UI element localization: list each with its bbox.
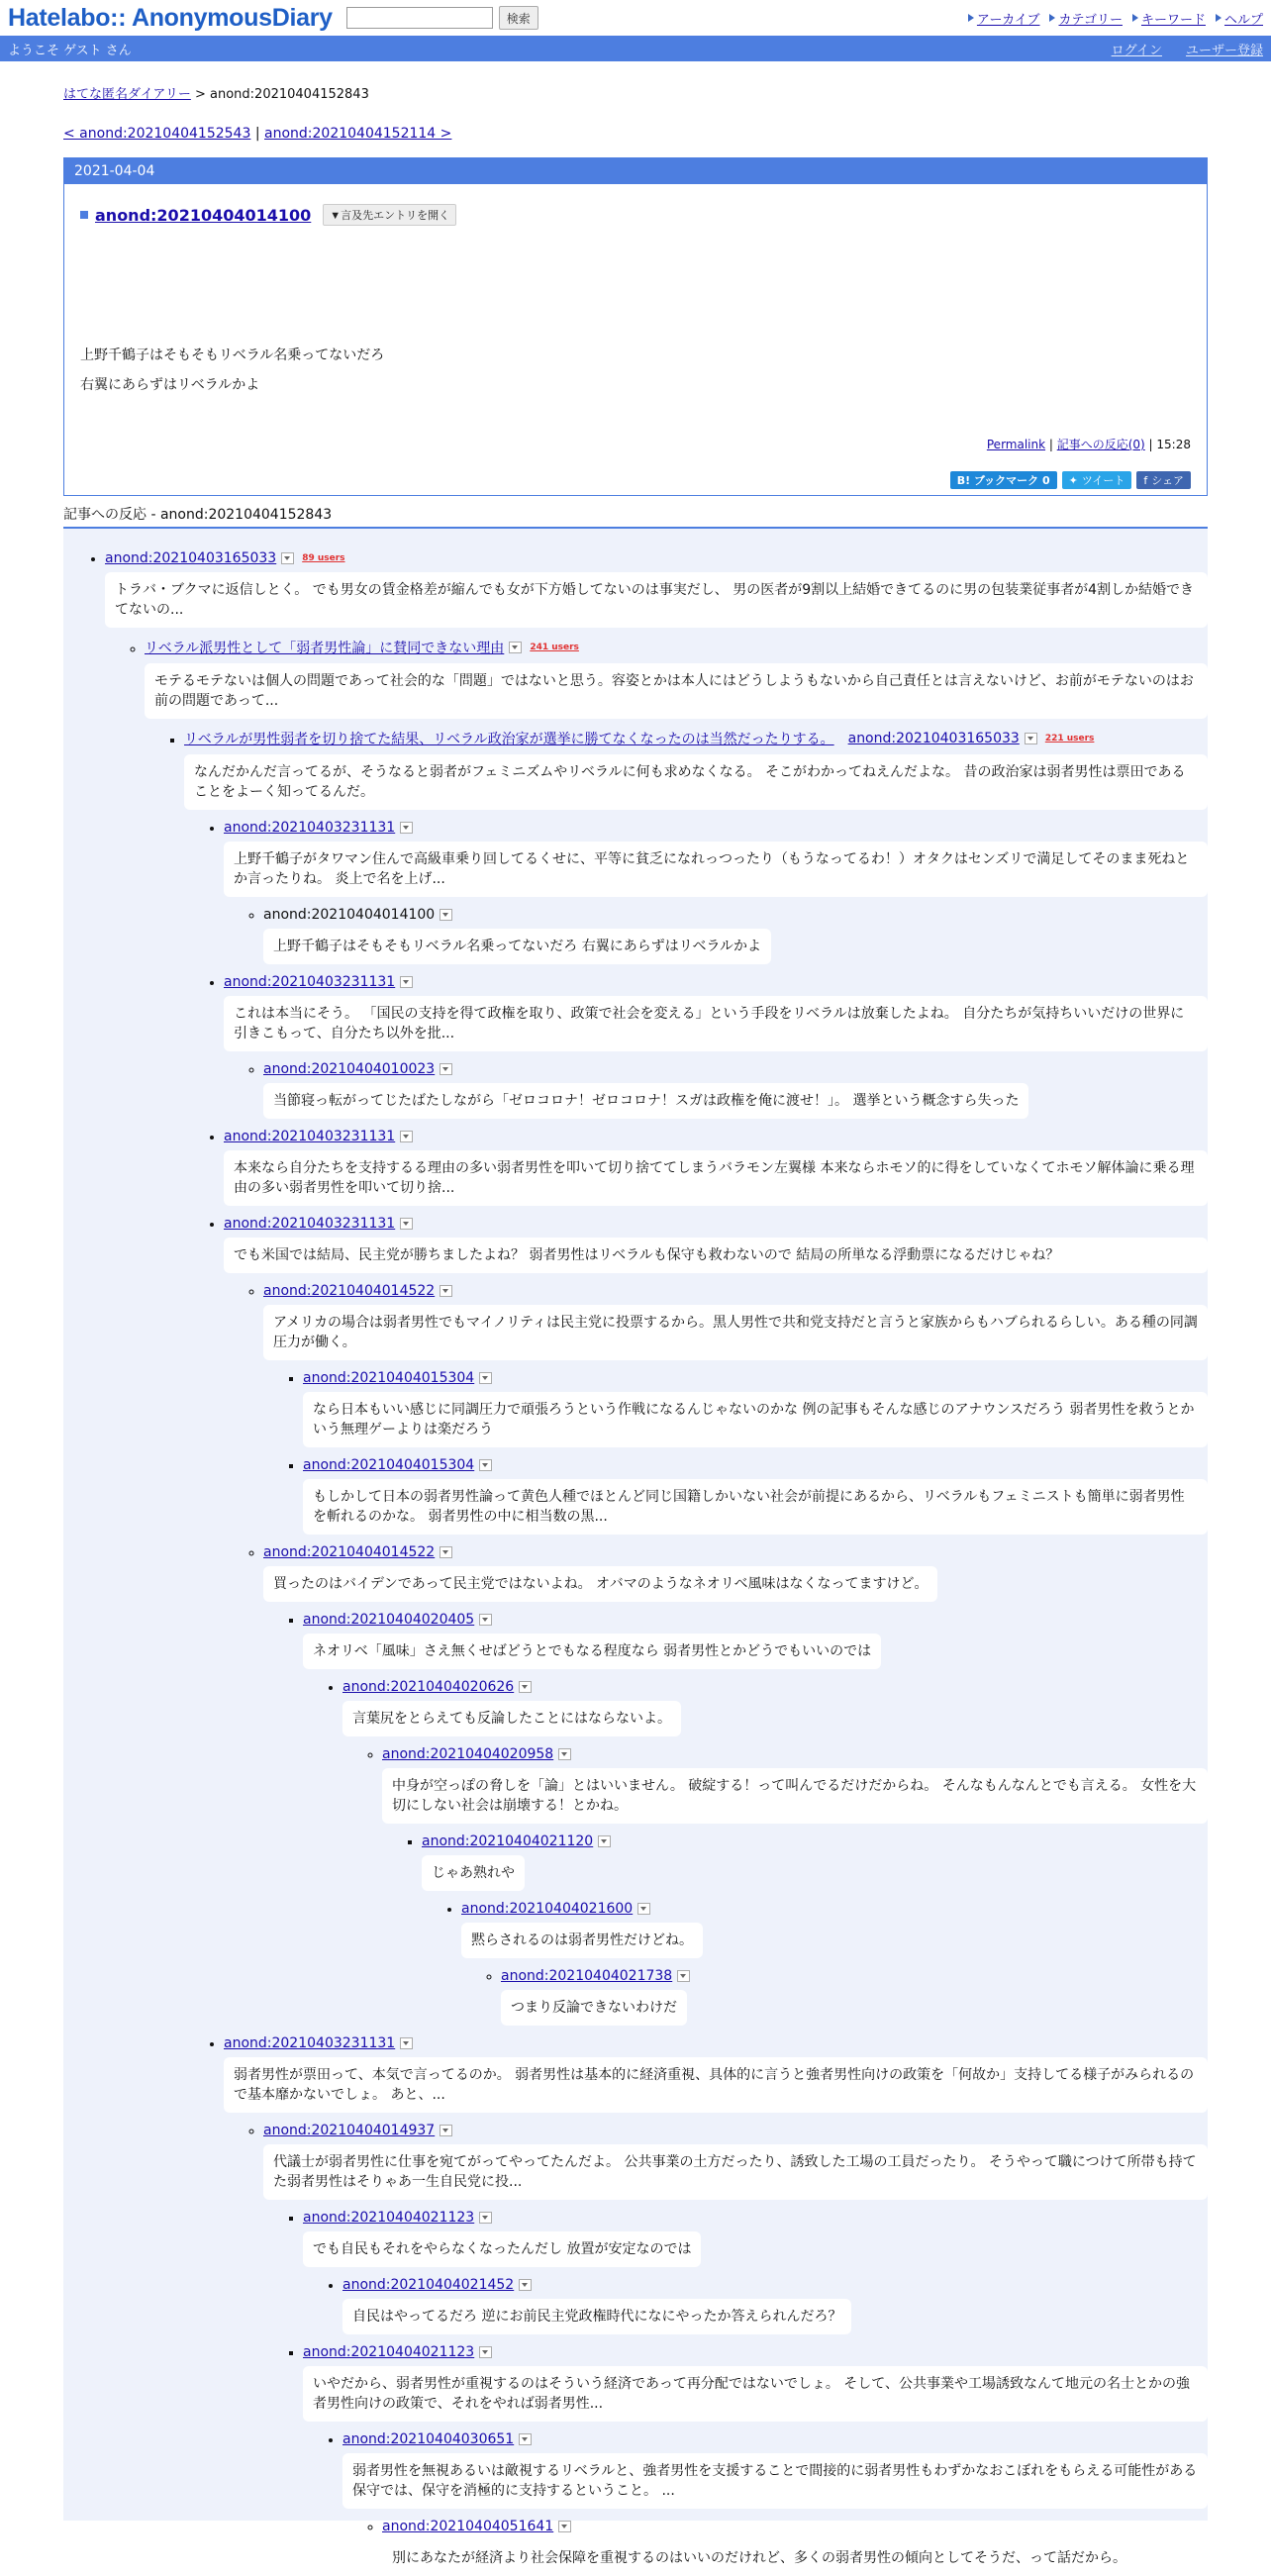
chevron-down-icon[interactable] (1025, 733, 1037, 744)
reaction-item (263, 1283, 1208, 1535)
nav-category[interactable]: カテゴリー (1049, 9, 1122, 28)
entry-title-row (80, 204, 1191, 226)
reaction-head (184, 729, 1208, 748)
reaction-list (263, 1612, 1208, 2026)
reaction-item (303, 2344, 1208, 2576)
reaction-body: 自民はやってるだろ 逆にお前民主党政権時代になにやったか答えられんだろ？ (342, 2299, 851, 2334)
chevron-down-icon[interactable] (440, 1546, 452, 1558)
next-entry-link[interactable]: anond:20210404152114 > (264, 126, 452, 142)
reaction-list (145, 729, 1208, 2576)
reaction-item (145, 638, 1208, 2576)
reaction-body: 言葉尻をとらえても反論したことにはならないよ。 (342, 1701, 681, 1736)
reaction-body: 当節寝っ転がってじたばたしながら「ゼロコロナ！ゼロコロナ！スガは政権を俺に渡せ！」。 選挙という概念すら失った (263, 1083, 1028, 1119)
signup-link[interactable]: ユーザー登録 (1185, 43, 1263, 58)
header-bar (0, 0, 1271, 36)
reaction-list (303, 1679, 1208, 2026)
reaction-list (342, 1746, 1208, 2026)
reaction-title-link[interactable]: ◦ anond:20210404021738 (501, 1968, 673, 1984)
entry-body (64, 184, 1207, 495)
reaction-list (461, 1968, 1208, 2026)
reaction-body: 上野千鶴子はそもそもリベラル名乗ってないだろ 右翼にあらずはリベラルかよ (263, 929, 771, 964)
users-count-badge[interactable]: 221 users (1044, 734, 1095, 743)
main-content (63, 83, 1208, 2566)
reaction-item (184, 729, 1208, 2576)
facebook-share-button[interactable] (1136, 471, 1191, 489)
reaction-head (263, 1544, 1208, 1560)
reaction-item (303, 1457, 1208, 1535)
reaction-item (224, 1216, 1208, 2026)
reaction-item (303, 1612, 1208, 2026)
reaction-body: でも自民もそれをやらなくなったんだし 放置が安定なのでは (303, 2231, 701, 2267)
chevron-down-icon[interactable] (400, 822, 413, 834)
reaction-item (342, 2431, 1208, 2576)
reaction-list (224, 2123, 1208, 2576)
chevron-down-icon[interactable] (519, 1681, 532, 1693)
reaction-title-link[interactable]: ◦ anond:20210404010023 (263, 1061, 436, 1077)
reaction-body: トラバ・ブクマに返信しとく。 でも男女の賃金格差が縮んでも女が下方婚してないのは事実だし、 男の医者が9割以上結婚できてるのに男の包装業従事者が4割しか結婚できてないの... (105, 572, 1208, 628)
reaction-list (105, 638, 1208, 2576)
breadcrumb (63, 83, 1208, 102)
reaction-head (501, 1968, 1208, 1984)
chevron-down-icon[interactable] (598, 1835, 611, 1847)
reaction-item (422, 1833, 1208, 2026)
search-input[interactable] (346, 7, 493, 29)
reaction-body: 代議士が弱者男性に仕事を宛てがってやってたんだよ。 公共事業の土方だったり、誘致した工場の工員だったり。 そうやって職につけて所帯も持てた弱者男性はそりゃあ一生自民党に投... (263, 2144, 1208, 2200)
reaction-list (382, 1833, 1208, 2026)
chevron-down-icon[interactable] (558, 2521, 571, 2532)
reaction-title-link[interactable]: ▪ anond:20210404015304 (303, 1370, 475, 1386)
nav-keyword[interactable]: キーワード (1132, 9, 1206, 28)
reaction-tree (63, 529, 1208, 2566)
header-nav (968, 9, 1263, 28)
reaction-list (63, 550, 1208, 2576)
open-refs-button[interactable]: ▼言及先エントリを開く (323, 204, 456, 226)
reaction-body: 別にあなたが経済より社会保障を重視するのはいいのだけれど、多くの弱者男性の傾向としてそうだ、って話だから。 (382, 2540, 1136, 2576)
reaction-title-link[interactable]: • anond:20210403231131 (224, 1129, 396, 1144)
reaction-title-link[interactable]: ▪ anond:20210404020405 (303, 1612, 475, 1628)
reaction-head (224, 820, 1208, 836)
reaction-head (461, 1901, 1208, 1917)
welcome-text: ようこそ ゲスト さん (8, 43, 132, 58)
reaction-list (422, 1901, 1208, 2026)
reaction-body: 弱者男性が票田って、本気で言ってるのか。 弱者男性は基本的に経済重視、具体的に言うと強者男性向けの政策を「何故か」支持してる様子がみられるので基本靡かないでしょ。 あと、... (224, 2057, 1208, 2113)
reaction-head (145, 638, 1208, 657)
chevron-down-icon[interactable] (400, 976, 413, 988)
nav-archive[interactable]: アーカイブ (968, 9, 1040, 28)
chevron-down-icon[interactable] (479, 2346, 492, 2358)
reaction-list (303, 2431, 1208, 2576)
reaction-item (224, 974, 1208, 1119)
pager-separator: | (250, 126, 265, 142)
reaction-title-link[interactable]: ◦ anond:20210404051641 (382, 2519, 554, 2534)
reaction-title-link[interactable]: ▪ anond:20210404015304 (303, 1457, 475, 1473)
reaction-head (422, 1833, 1208, 1849)
account-links (1112, 40, 1263, 58)
reaction-list (184, 820, 1208, 2576)
entry-footer: Permalink | 記事への反応(0) | 15:28 (986, 438, 1191, 451)
reaction-head (224, 974, 1208, 990)
reaction-body: 本来なら自分たちを支持するる理由の多い弱者男性を叩いて切り捨ててしまうバラモン左翼様 本来ならホモソ的に得をしていなくてホモソ解体論に乗る理由の多い弱者男性を叩いて切り捨... (224, 1150, 1208, 1206)
reaction-body: じゃあ熟れや (422, 1855, 525, 1891)
entry-time: 15:28 (1156, 438, 1191, 451)
user-bar (0, 36, 1271, 61)
day-date: 2021-04-04 (64, 158, 1207, 184)
reaction-title-link[interactable]: • anond:20210403231131 (224, 1216, 396, 1232)
reaction-item (501, 1968, 1208, 2026)
reaction-item (382, 2519, 1208, 2576)
chevron-down-icon[interactable] (400, 1131, 413, 1142)
reaction-body: 黙らされるのは弱者男性だけどね。 (461, 1923, 703, 1958)
reaction-head (342, 2277, 1208, 2293)
reaction-title-link[interactable]: • anond:20210403231131 (224, 974, 396, 990)
refs-heading: 記事への反応 - anond:20210404152843 (63, 504, 1208, 529)
reaction-head (263, 1061, 1208, 1077)
login-link[interactable]: ログイン (1111, 43, 1162, 58)
reaction-item (263, 907, 1208, 964)
reaction-title-link[interactable]: • anond:20210404021600 (461, 1901, 634, 1917)
reaction-item (303, 2210, 1208, 2334)
entry-pager (63, 126, 1208, 142)
reaction-item (105, 550, 1208, 2576)
chevron-down-icon[interactable] (479, 2212, 492, 2224)
prev-entry-link[interactable]: < anond:20210404152543 (63, 126, 251, 142)
reaction-body: なら日本もいい感じに同調圧力で頑張ろうという作戦になるんじゃないのかな 例の記事もそんな感じのアナウンスだろう 弱者男性を救うとかいう無理ゲーよりは楽だろう (303, 1392, 1208, 1447)
chevron-down-icon[interactable] (400, 2037, 413, 2049)
chevron-down-icon[interactable] (479, 1372, 492, 1384)
users-count-badge[interactable]: 241 users (530, 643, 579, 652)
reaction-head (224, 2035, 1208, 2051)
reaction-body: つまり反論できないわけだ (501, 1990, 687, 2026)
reaction-title-link: ◦ anond:20210404014100 (263, 907, 436, 923)
day-section (63, 157, 1208, 496)
reaction-list (263, 2210, 1208, 2576)
reaction-list (303, 2277, 1208, 2334)
permalink-link[interactable]: Permalink (986, 438, 1046, 451)
reaction-body: これは本当にそう。 「国民の支持を得て政権を取り、政策で社会を変える」という手段をリベラルは放棄したよね。 自分たちが気持ちいいだけの世界に引きこもって、自分たち以外を批... (224, 996, 1208, 1051)
chevron-down-icon[interactable] (479, 1614, 492, 1626)
search-button[interactable]: 検索 (499, 6, 538, 30)
reaction-head (303, 1457, 1208, 1473)
square-bullet-icon (80, 211, 88, 219)
reactions-link[interactable]: 記事への反応(0) (1056, 438, 1145, 451)
tweet-button[interactable] (1062, 471, 1132, 489)
reaction-body: 弱者男性を無視あるいは敵視するリベラルと、強者男性を支援することで間接的に弱者男性もわずかなおこぼれをもらえる可能性がある保守では、保守を消極的に支持するということ。 ... (342, 2453, 1208, 2509)
chevron-down-icon[interactable] (440, 1285, 452, 1297)
reaction-item (263, 2123, 1208, 2576)
reaction-list (224, 1061, 1208, 1119)
reaction-body: 上野千鶴子がタワマン住んで高級車乗り回してるくせに、平等に貧乏になれっつったり（もうなってるわ！）オタクはセンズリで満足してそのまま死ねとか言ったりね。 炎上で名を上げ... (224, 842, 1208, 897)
reaction-item (461, 1901, 1208, 2026)
facebook-icon: f (1143, 473, 1148, 487)
breadcrumb-home[interactable]: はてな匿名ダイアリー (63, 87, 191, 102)
reaction-item (263, 1061, 1208, 1119)
reaction-title-link[interactable]: anond:20210403165033 (847, 731, 1020, 746)
reaction-head (263, 907, 1208, 923)
reaction-title-link[interactable]: ▪ anond:20210404021120 (422, 1833, 594, 1849)
chevron-down-icon[interactable] (440, 2125, 452, 2136)
chevron-down-icon[interactable] (400, 1218, 413, 1230)
reaction-body: ネオリベ「風味」さえ無くせばどうとでもなる程度なら 弱者男性とかどうでもいいのでは (303, 1634, 881, 1669)
reaction-head (224, 1216, 1208, 1232)
reaction-head (263, 2123, 1208, 2138)
reaction-title-link[interactable]: ◦ リベラル派男性として「弱者男性論」に賛同できない理由 (145, 641, 505, 656)
reaction-body: もしかして日本の弱者男性論って黄色人種でほとんど同じ国籍しかいない社会が前提にあるから、リベラルもフェミニストも簡単に弱者男性を斬れるのかな。 弱者男性の中に相当数の黒... (303, 1479, 1208, 1535)
hatena-bookmark-button[interactable] (950, 471, 1057, 489)
reaction-list (263, 1370, 1208, 1535)
breadcrumb-current: anond:20210404152843 (210, 87, 369, 102)
reaction-head (263, 1283, 1208, 1299)
reaction-head (342, 1679, 1208, 1695)
bookmark-label: B! ブックマーク 0 (956, 474, 1050, 487)
reaction-body: モテるモテないは個人の問題であって社会的な「問題」ではないと思う。容姿とかは本人にはどうしようもないから自己責任とは言えないけど、お前がモテないのはお前の問題であって... (145, 663, 1208, 719)
nav-help[interactable]: ヘルプ (1216, 9, 1263, 28)
reaction-item (263, 1544, 1208, 2026)
reaction-head (382, 2519, 1208, 2534)
reaction-body: アメリカの場合は弱者男性でもマイノリティは民主党に投票するから。黒人男性で共和党支持だと言うと家族からもハブられるらしい。ある種の同調圧力が働く。 (263, 1305, 1208, 1360)
reaction-body: なんだかんだ言ってるが、そうなると弱者がフェミニズムやリベラルに何も求めなくなる。 そこがわかってねえんだよな。 昔の政治家は弱者男性は票田であることをよーく知ってるんだ。 (184, 754, 1208, 810)
reaction-title-link[interactable]: ▪ anond:20210404021123 (303, 2344, 475, 2360)
chevron-down-icon[interactable] (440, 909, 452, 921)
reaction-list (342, 2519, 1208, 2576)
reaction-title-link[interactable]: ◦ anond:20210404014937 (263, 2123, 436, 2138)
users-count-badge[interactable]: 89 users (302, 553, 345, 563)
reaction-body: 中身が空っぽの脅しを「論」とはいいません。 破綻する！って叫んでるだけだからね。 そんなもんなんとでも言える。 女性を大切にしない社会は崩壊する！とかね。 (382, 1768, 1208, 1824)
reaction-title-link[interactable]: • anond:20210404020626 (342, 1679, 515, 1695)
site-logo[interactable]: Hatelabo:: AnonymousDiary (8, 3, 333, 32)
chevron-down-icon[interactable] (281, 552, 294, 564)
chevron-down-icon[interactable] (519, 2279, 532, 2291)
reaction-item (224, 2035, 1208, 2576)
entry-text-line: 右翼にあらずはリベラルかよ (80, 377, 260, 393)
reaction-title-link[interactable]: • anond:20210403165033 (105, 550, 277, 566)
chevron-down-icon[interactable] (479, 1459, 492, 1471)
reaction-item (224, 1129, 1208, 1206)
reaction-head (303, 2210, 1208, 2226)
entry-text-line: 上野千鶴子はそもそもリベラル名乗ってないだろ (80, 347, 385, 363)
reaction-head (342, 2431, 1208, 2447)
reaction-title-link[interactable]: ◦ anond:20210404014522 (263, 1544, 436, 1560)
chevron-down-icon[interactable] (519, 2433, 532, 2445)
reaction-title-link[interactable]: • anond:20210404030651 (342, 2431, 515, 2447)
reaction-head (105, 550, 1208, 566)
reaction-list (224, 1283, 1208, 2026)
reaction-list (224, 907, 1208, 964)
reaction-title-link[interactable]: ▪ anond:20210404021123 (303, 2210, 475, 2226)
breadcrumb-separator: > (190, 87, 211, 102)
reaction-item (342, 2277, 1208, 2334)
reaction-title-link[interactable]: • anond:20210403231131 (224, 820, 396, 836)
chevron-down-icon[interactable] (637, 1903, 650, 1915)
reaction-title-link[interactable]: • anond:20210403231131 (224, 2035, 396, 2051)
reaction-title-link[interactable]: ◦ anond:20210404020958 (382, 1746, 554, 1762)
share-label: シェア (1151, 474, 1184, 487)
chevron-down-icon[interactable] (677, 1970, 690, 1982)
reaction-head (303, 1370, 1208, 1386)
chevron-down-icon[interactable] (558, 1748, 571, 1760)
reaction-title-link[interactable]: • anond:20210404021452 (342, 2277, 515, 2293)
reaction-body: いやだから、弱者男性が重視するのはそういう経済であって再分配ではないでしょ。 そして、公共事業や工場誘致なんて地元の名士とかの強者男性向けの政策で、それをやれば弱者男性... (303, 2366, 1208, 2422)
reaction-title-link[interactable]: ▪ リベラルが男性弱者を切り捨てた結果、リベラル政治家が選挙に勝てなくなったのは当然だったりする。 (184, 732, 834, 747)
share-bar (950, 471, 1191, 489)
chevron-down-icon[interactable] (440, 1063, 452, 1075)
reaction-item (224, 820, 1208, 964)
reaction-title-link[interactable]: ◦ anond:20210404014522 (263, 1283, 436, 1299)
reaction-head (382, 1746, 1208, 1762)
reaction-body: でも米国では結局、民主党が勝ちましたよね？ 弱者男性はリベラルも保守も救わないので 結局の所単なる浮動票になるだけじゃね？ (224, 1238, 1208, 1273)
reaction-item (382, 1746, 1208, 2026)
tweet-label: ツイート (1081, 474, 1125, 487)
reaction-item (303, 1370, 1208, 1447)
reaction-head (224, 1129, 1208, 1144)
reaction-item (342, 1679, 1208, 2026)
bird-icon: ✦ (1068, 473, 1078, 487)
reaction-body: 買ったのはバイデンであって民主党ではないよね。 オバマのようなネオリベ風味はなくなってますけど。 (263, 1566, 937, 1602)
reaction-head (303, 2344, 1208, 2360)
reaction-head (303, 1612, 1208, 1628)
entry-title-link[interactable]: anond:20210404014100 (95, 205, 312, 225)
chevron-down-icon[interactable] (509, 642, 522, 653)
